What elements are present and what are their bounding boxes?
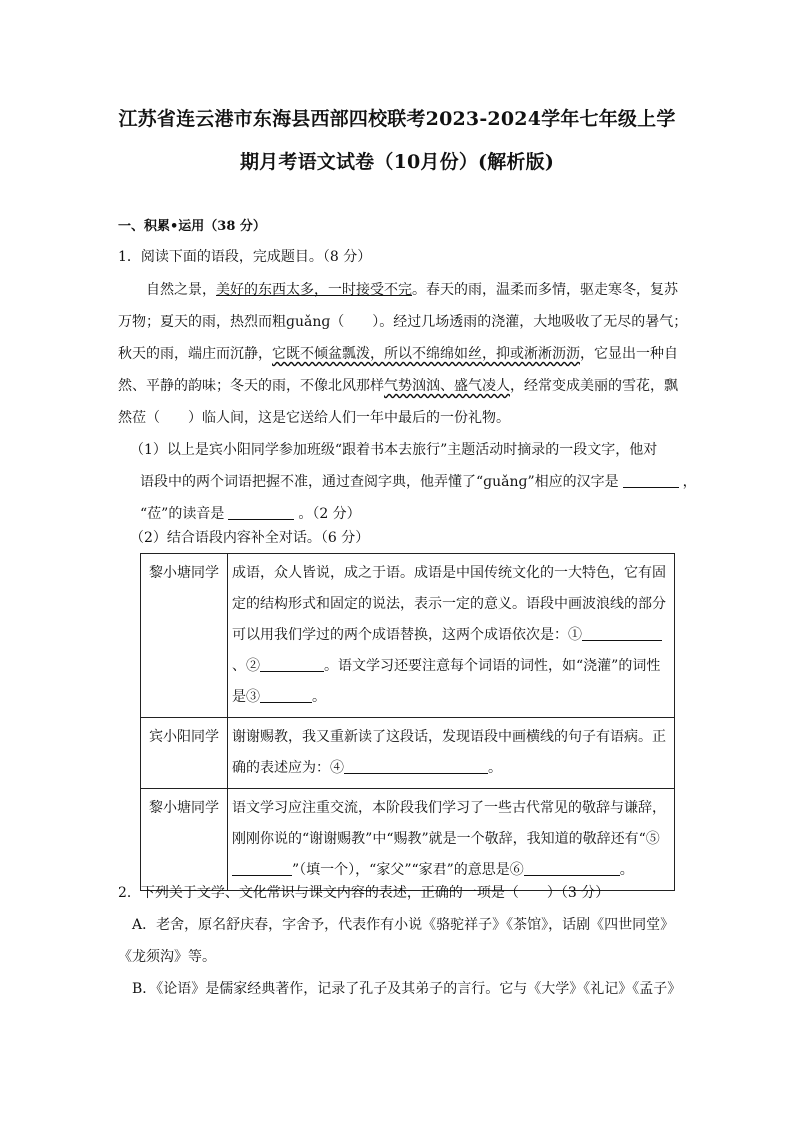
subquestion-1-line-2 xyxy=(140,472,700,492)
option-a-line-2: 《龙须沟》等。 xyxy=(118,949,216,965)
passage-line-5: 然莅（ ）临人间，这是它送给人们一年中最后的一份礼物。 xyxy=(118,410,510,426)
passage-text: 自然之景， xyxy=(146,282,216,298)
answer-blank[interactable] xyxy=(623,473,679,488)
dialog-row xyxy=(141,789,675,891)
dialog-text: 语文学习应注重交流，本阶段我们学习了一些古代常见的敬辞与谦辞，刚刚你说的“谢谢赐教”中“赐教”就是一个敬辞，我知道的敬辞还有“⑤ xyxy=(232,800,666,847)
dialog-text-cell xyxy=(228,789,675,891)
wavy-underlined-phrase: 气势汹汹、盛气凌人 xyxy=(384,378,510,394)
question-2-stem: 2．下列关于文学、文化常识与课文内容的表述，正确的一项是（ ）（3 分） xyxy=(118,885,610,901)
subquestion-text: ， xyxy=(682,474,697,490)
dialog-text: 。 xyxy=(312,689,326,705)
dialog-text: 、② xyxy=(232,658,260,674)
answer-blank[interactable] xyxy=(582,626,662,641)
passage-text: 。春天的雨，温柔而多情，驱走寒冬，复苏 xyxy=(412,282,678,298)
option-a-line-1: A．老舍，原名舒庆春，字舍予，代表作有小说《骆驼祥子》《茶馆》，话剧《四世同堂》 xyxy=(132,917,675,933)
passage-line-2: 万物；夏天的雨，热烈而粗ɡuǎnɡ（ ）。经过几场透雨的浇灌，大地吸收了无尽的暑气； xyxy=(118,314,688,330)
answer-blank[interactable] xyxy=(260,688,312,703)
passage-text: ，经常变成美丽的雪花，飘 xyxy=(510,378,678,394)
option-b-line-1: B．《论语》是儒家经典著作，记录了孔子及其弟子的言行。它与《大学》《礼记》《孟子》 xyxy=(132,981,682,997)
passage-text: ，它显出一种自 xyxy=(580,346,678,362)
answer-blank[interactable] xyxy=(524,861,620,876)
dialog-text-cell xyxy=(228,718,675,789)
question-1-stem: 1．阅读下面的语段，完成题目。（8 分） xyxy=(118,249,372,265)
dialog-text-cell xyxy=(228,554,675,718)
dialog-row xyxy=(141,554,675,718)
passage-line-1 xyxy=(146,280,706,300)
answer-blank[interactable] xyxy=(260,657,324,672)
speaker-cell: 宾小阳同学 xyxy=(141,718,228,789)
dialog-text: 。 xyxy=(488,760,502,776)
dialog-text: 成语，众人皆说，成之于语。成语是中国传统文化的一大特色，它有固定的结构形式和固定的说法，表示一定的意义。语段中画波浪线的部分可以用我们学过的两个成语替换，这两个成语依次是：① xyxy=(232,565,666,643)
subquestion-1-line-1: （1）以上是宾小阳同学参加班级“跟着书本去旅行”主题活动时摘录的一段文字，他对 xyxy=(130,442,658,458)
subquestion-text: 。（2 分） xyxy=(298,506,361,522)
dialog-row xyxy=(141,718,675,789)
dialog-text: 谢谢赐教，我又重新读了这段话，发现语段中画横线的句子有语病。正确的表述应为：④ xyxy=(232,729,666,776)
passage-text: 秋天的雨，端庄而沉静， xyxy=(118,346,272,362)
subquestion-1-line-3 xyxy=(140,504,700,524)
answer-blank[interactable] xyxy=(232,861,292,876)
page-title-line-2: 期月考语文试卷（10月份）(解析版) xyxy=(239,151,555,173)
passage-line-3 xyxy=(118,344,678,364)
speaker-cell: 黎小塘同学 xyxy=(141,554,228,718)
dialog-text: 。语文学习还要注意每个词语的词性，如“浇灌”的词性是③ xyxy=(232,658,661,705)
passage-line-4 xyxy=(118,376,678,396)
dialog-text: ”（填一个），“家父”“家君”的意思是⑥ xyxy=(292,862,524,878)
underlined-sentence: 美好的东西太多，一时接受不完 xyxy=(216,282,412,298)
section-heading: 一、积累•运用（38 分） xyxy=(118,219,266,234)
subquestion-text: 语段中的两个词语把握不准，通过查阅字典，他弄懂了“ɡuǎnɡ”相应的汉字是 xyxy=(140,474,619,490)
wavy-underlined-phrase: 它既不倾盆瓢泼，所以不绵绵如丝，抑或淅淅沥沥 xyxy=(272,346,580,362)
dialog-table xyxy=(140,553,675,891)
dialog-text: 。 xyxy=(619,862,634,878)
speaker-cell: 黎小塘同学 xyxy=(141,789,228,891)
subquestion-2-stem: （2）结合语段内容补全对话。（6 分） xyxy=(130,530,370,546)
answer-blank[interactable] xyxy=(228,505,294,520)
answer-blank[interactable] xyxy=(344,759,488,774)
page-title-line-1: 江苏省连云港市东海县西部四校联考2023-2024学年七年级上学 xyxy=(118,108,676,130)
subquestion-text: “莅”的读音是 xyxy=(140,506,225,522)
passage-text: 然、平静的韵味；冬天的雨，不像北风那样 xyxy=(118,378,384,394)
